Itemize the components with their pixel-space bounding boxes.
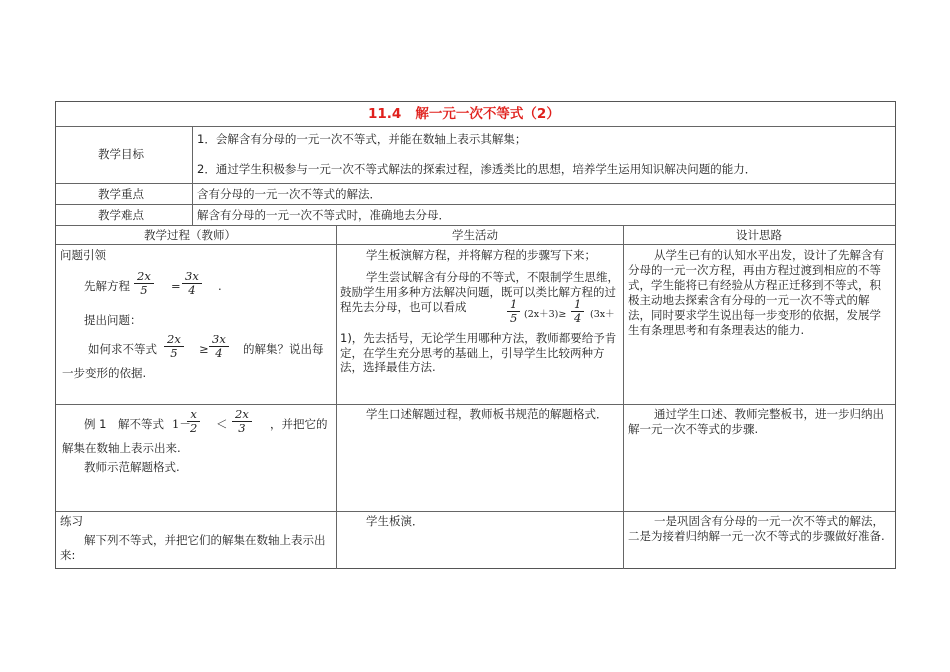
equation-equals: = xyxy=(171,279,181,293)
equation-end: . xyxy=(218,279,222,293)
difficulty-label: 教学难点 xyxy=(98,208,144,222)
student-fraction-b xyxy=(571,298,584,325)
example-fraction-left xyxy=(187,408,200,435)
fraction-denominator: 4 xyxy=(215,346,223,360)
example-label: 例 1 xyxy=(84,417,107,431)
design-rationale-3: 一是巩固含有分母的一元一次不等式的解法，二是为接着归纳解一元一次不等式的步骤做好准备. xyxy=(628,514,885,543)
col-divider xyxy=(623,225,624,569)
example-prefix: 解不等式 xyxy=(118,417,164,431)
row-divider xyxy=(56,183,895,184)
fraction-denominator: 4 xyxy=(574,311,582,325)
fraction-numerator: 1 xyxy=(574,297,582,311)
fraction-denominator: 2 xyxy=(190,421,198,435)
student-activity-2: 学生尝试解含有分母的不等式，不限制学生思维，鼓励学生用多种方法解决问题，既可以类比解方程的过程先去分母，也可以看成 xyxy=(340,270,619,314)
row-divider xyxy=(56,204,895,205)
student-activity-1: 学生板演解方程，并将解方程的步骤写下来； xyxy=(366,248,596,262)
fraction-denominator: 5 xyxy=(140,283,148,297)
example-one-minus: 1－ xyxy=(172,417,191,431)
fraction-numerator: 2x xyxy=(137,269,151,283)
fraction-denominator: 3 xyxy=(238,421,246,435)
column-header-design: 设计思路 xyxy=(736,228,782,242)
fraction-numerator: x xyxy=(190,407,197,421)
example-line-2: 解集在数轴上表示出来. xyxy=(62,441,181,455)
fraction-numerator: 3x xyxy=(212,332,226,346)
fraction-denominator: 4 xyxy=(188,283,196,297)
practice-heading: 练习 xyxy=(60,514,83,528)
question-label: 提出问题： xyxy=(84,313,142,327)
equation-fraction-left xyxy=(134,270,154,297)
student-activity-3: 1)，先去括号，无论学生用哪种方法，教师都要给予肯定，在学生充分思考的基础上，引导学生比较两种方法，选择最佳方法. xyxy=(340,331,617,374)
example-line-3: 教师示范解题格式. xyxy=(84,460,180,474)
student-fraction-a xyxy=(507,298,520,325)
example-fraction-right xyxy=(232,408,252,435)
design-rationale-2: 通过学生口述、教师完整板书，进一步归纳出解一元一次不等式的步骤. xyxy=(628,407,884,436)
goals-label: 教学目标 xyxy=(98,147,144,161)
problem-heading: 问题引领 xyxy=(60,248,106,262)
difficulty-text: 解含有分母的一元一次不等式时，准确地去分母． xyxy=(197,208,450,222)
practice-text: 解下列不等式，并把它们的解集在数轴上表示出来: xyxy=(60,533,326,562)
equation-fraction-right xyxy=(182,270,202,297)
student-activity-practice: 学生板演． xyxy=(366,514,424,528)
key-point-text: 含有分母的一元一次不等式的解法． xyxy=(197,187,381,201)
inequality-line-2: 一步变形的依据. xyxy=(62,366,147,380)
goal-item-2: 2．通过学生积极参与一元一次不等式解法的探索过程，渗透类比的思想，培养学生运用知识解决问题的能力． xyxy=(197,162,757,176)
row-divider xyxy=(56,126,895,127)
row-divider xyxy=(56,404,895,405)
fraction-denominator: 5 xyxy=(170,346,178,360)
inequality-sign: ≥ xyxy=(199,342,209,356)
col-divider xyxy=(192,126,193,225)
key-point-label: 教学重点 xyxy=(98,187,144,201)
fraction-numerator: 1 xyxy=(510,297,518,311)
student-expression-b: (3x＋ xyxy=(590,309,615,320)
student-expression-a: (2x＋3)≥ xyxy=(524,309,567,320)
fraction-numerator: 2x xyxy=(235,407,249,421)
equation-prefix: 先解方程 xyxy=(84,279,130,293)
example-sign: ＜ xyxy=(216,417,228,431)
fraction-numerator: 2x xyxy=(167,332,181,346)
row-divider xyxy=(56,511,895,512)
col-divider xyxy=(336,225,337,569)
column-header-student: 学生活动 xyxy=(452,228,498,242)
lesson-plan-table xyxy=(55,101,896,569)
fraction-numerator: 3x xyxy=(185,269,199,283)
inequality-fraction-right xyxy=(209,333,229,360)
student-activity-example: 学生口述解题过程，教师板书规范的解题格式． xyxy=(366,407,608,421)
inequality-prefix: 如何求不等式 xyxy=(88,342,157,356)
column-header-teacher: 教学过程（教师） xyxy=(144,228,236,242)
row-divider xyxy=(56,225,895,226)
example-suffix: ，并把它的 xyxy=(270,417,328,431)
inequality-suffix: 的解集？说出每 xyxy=(243,342,324,356)
row-divider xyxy=(56,244,895,245)
fraction-denominator: 5 xyxy=(510,311,518,325)
goal-item-1: 1．会解含有分母的一元一次不等式，并能在数轴上表示其解集； xyxy=(197,132,527,146)
title-text: 解一元一次不等式（2） xyxy=(415,106,560,122)
title-number: 11.4 xyxy=(368,106,402,122)
inequality-fraction-left xyxy=(164,333,184,360)
design-rationale-1: 从学生已有的认知水平出发，设计了先解含有分母的一元一次方程，再由方程过渡到相应的不等式，学生能将已有经验从方程正迁移到不等式，积极主动地去探索含有分母的一元一次不等式的解法，同时要求学生说出每一步变形的依据，发展学生有条理思考和有条理表达的能力. xyxy=(628,248,884,337)
page-title xyxy=(368,107,560,121)
